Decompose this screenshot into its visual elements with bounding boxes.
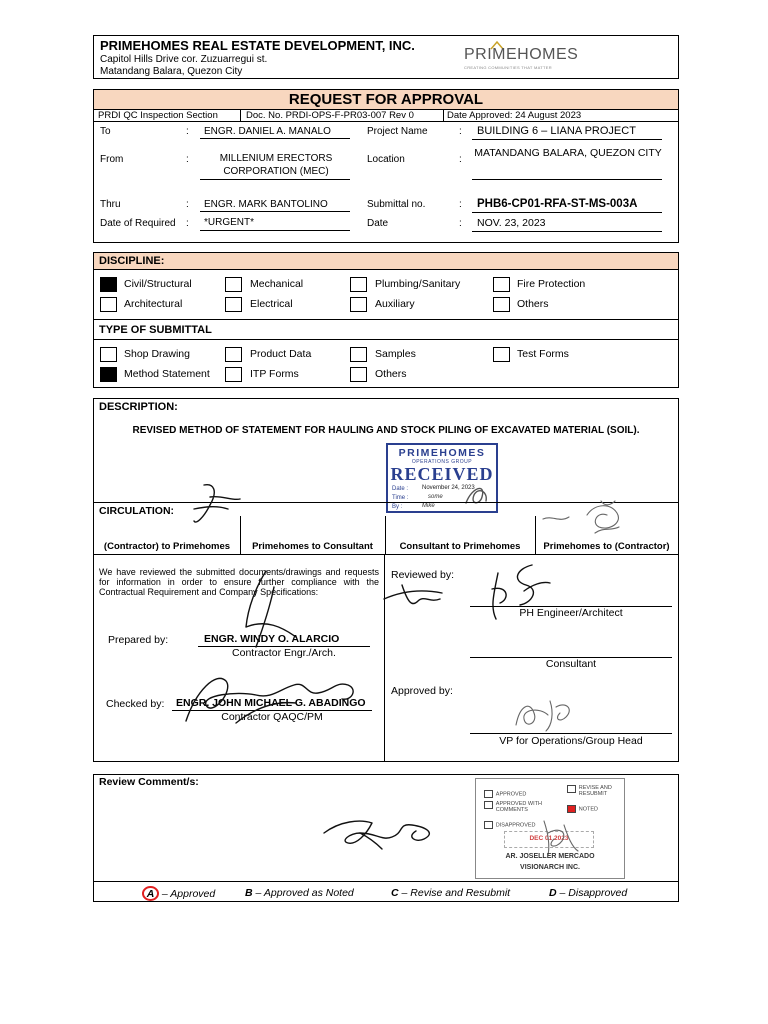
- stamp-option-label: APPROVED WITH COMMENTS: [495, 801, 542, 813]
- colon: :: [186, 154, 189, 165]
- stamp-date-label: Date :: [392, 486, 409, 492]
- company-name: PRIMEHOMES REAL ESTATE DEVELOPMENT, INC.: [100, 38, 415, 53]
- stamp-option-approved-with-comments[interactable]: [484, 801, 554, 813]
- reviewer-role: PH Engineer/Architect: [519, 607, 623, 619]
- legend-letter-b: B: [245, 887, 253, 899]
- stamp-time-label: Time :: [392, 495, 409, 501]
- colon: :: [459, 199, 462, 210]
- discipline-label: Others: [517, 298, 549, 310]
- legend-text-a: – Approved: [161, 888, 216, 900]
- stamp-date-value: November 24, 2023: [422, 485, 475, 491]
- stamp-subtitle: OPERATIONS GROUP: [411, 459, 473, 465]
- company-address-line2: Matandang Balara, Quezon City: [100, 66, 243, 77]
- location-value: MATANDANG BALARA, QUEZON CITY: [474, 147, 662, 159]
- checkbox-auxiliary[interactable]: [350, 297, 367, 312]
- description-section: [93, 398, 679, 762]
- discipline-label: Plumbing/Sanitary: [375, 278, 461, 290]
- submittal-type-label: Shop Drawing: [124, 348, 190, 360]
- checkbox-test-forms[interactable]: [493, 347, 510, 362]
- colon: :: [186, 218, 189, 229]
- consultant-role: Consultant: [545, 658, 597, 670]
- to-label: To: [100, 126, 111, 137]
- colon: :: [459, 154, 462, 165]
- review-statement: We have reviewed the submitted documents/drawings and requests for information in order to ensure further compliance with the Contractual Requirement and Company Specifications:: [99, 567, 379, 597]
- discipline-label: Mechanical: [250, 278, 304, 290]
- review-comments-section: [93, 774, 679, 902]
- submittal-value: PHB6-CP01-RFA-ST-MS-003A: [477, 198, 638, 210]
- stamp-received: RECEIVED: [390, 464, 494, 484]
- discipline-label: Auxiliary: [375, 298, 415, 310]
- logo-text: PRIMEHOMES: [464, 46, 579, 63]
- date-approved: Date Approved: 24 August 2023: [447, 110, 582, 121]
- prepared-by-name: ENGR. WINDY O. ALARCIO: [204, 633, 340, 645]
- colon: :: [186, 126, 189, 137]
- circulation-col: Consultant to Primehomes: [399, 541, 521, 552]
- checkbox-architectural[interactable]: [100, 297, 117, 312]
- legend-letter-d: D: [549, 887, 557, 899]
- consultant-stamp: [475, 778, 625, 879]
- circulation-col: (Contractor) to Primehomes: [103, 541, 231, 552]
- checked-by-role: Contractor QAQC/PM: [221, 711, 323, 723]
- logo-tagline: CREATING COMMUNITIES THAT MATTER: [464, 65, 552, 70]
- checkbox-mechanical[interactable]: [225, 277, 242, 292]
- stamp-option-revise[interactable]: [567, 785, 625, 797]
- approved-by-signature: [510, 695, 580, 735]
- legend-text-b: – Approved as Noted: [255, 887, 354, 899]
- consultant-name: AR. JOSELLER MERCADO: [505, 853, 595, 860]
- discipline-label: Architectural: [124, 298, 183, 310]
- submittal-type-label: Method Statement: [124, 368, 210, 380]
- checkbox-fire-protection[interactable]: [493, 277, 510, 292]
- stamp-option-label: APPROVED: [495, 791, 527, 798]
- circulation-col: Primehomes to (Contractor): [543, 541, 670, 552]
- discipline-section: [93, 252, 679, 388]
- legend-approved: [142, 886, 215, 901]
- legend-revise-resubmit: [391, 887, 510, 899]
- stamp-time-value: some: [428, 494, 443, 500]
- circulation-signature-contractor: [174, 481, 244, 529]
- form-top: [93, 89, 679, 243]
- colon: :: [186, 199, 189, 210]
- submittal-label: Submittal no.: [367, 199, 426, 210]
- consultant-company: VISIONARCH INC.: [520, 864, 580, 871]
- colon: :: [459, 218, 462, 229]
- prepared-by-label: Prepared by:: [108, 634, 169, 646]
- checkbox-plumbing-sanitary[interactable]: [350, 277, 367, 292]
- company-address-line1: Capitol Hills Drive cor. Zuzuarregui st.: [100, 54, 268, 65]
- from-value: MILLENIUM ERECTORS CORPORATION (MEC): [219, 153, 333, 177]
- checked-by-name: ENGR. JOHN MICHAEL G. ABADINGO: [176, 697, 366, 709]
- date-required-value: *URGENT*: [204, 217, 255, 228]
- company-logo: [462, 40, 579, 74]
- stamp-option-disapproved[interactable]: [484, 820, 536, 831]
- circulation-signature-primehomes: [539, 497, 629, 537]
- date-required-label: Date of Required: [100, 218, 176, 229]
- discipline-header-bar: [94, 253, 678, 270]
- stamp-option-approved[interactable]: [484, 789, 526, 800]
- stamp-option-label: NOTED: [578, 806, 599, 813]
- submittal-type-label: Samples: [375, 348, 416, 360]
- consultant-signature: [534, 817, 584, 857]
- submittal-type-label: ITP Forms: [250, 368, 299, 380]
- project-label: Project Name: [367, 126, 428, 137]
- colon: :: [459, 126, 462, 137]
- submittal-type-header: TYPE OF SUBMITTAL: [99, 324, 212, 336]
- submittal-type-label: Product Data: [250, 348, 312, 360]
- project-value: BUILDING 6 – LIANA PROJECT: [477, 125, 636, 137]
- approver-role: VP for Operations/Group Head: [499, 735, 643, 747]
- thru-label: Thru: [100, 199, 121, 210]
- from-label: From: [100, 154, 124, 165]
- stamp-title: PRIMEHOMES: [398, 447, 486, 459]
- doc-number: Doc. No. PRDI-OPS-F-PR03-007 Rev 0: [246, 110, 414, 121]
- stamp-option-label: DISAPPROVED: [495, 822, 536, 829]
- company-header: [93, 35, 679, 79]
- checked-by-label: Checked by:: [106, 698, 165, 710]
- discipline-label: Electrical: [250, 298, 293, 310]
- stamp-signature: [462, 481, 492, 509]
- discipline-header: DISCIPLINE:: [99, 255, 165, 267]
- legend-text-c: – Revise and Resubmit: [401, 887, 511, 899]
- circulation-col: Primehomes to Consultant: [252, 541, 373, 552]
- checkbox-product-data[interactable]: [225, 347, 242, 362]
- checkbox-method-statement[interactable]: [100, 367, 117, 382]
- stamp-option-noted[interactable]: [567, 804, 598, 815]
- checkbox-others-discipline[interactable]: [493, 297, 510, 312]
- doc-info-row: [94, 110, 678, 122]
- approved-by-label: Approved by:: [391, 685, 453, 697]
- legend-letter-a: A: [142, 886, 159, 901]
- review-comment-signature: [320, 811, 450, 851]
- legend-letter-c: C: [391, 887, 399, 899]
- checkbox-civil-structural[interactable]: [100, 277, 117, 292]
- reviewed-by-label: Reviewed by:: [391, 569, 455, 581]
- form-title: REQUEST FOR APPROVAL: [288, 91, 484, 108]
- stamp-option-label: REVISE AND RESUBMIT: [578, 785, 612, 797]
- description-header: DESCRIPTION:: [99, 401, 178, 413]
- checkbox-itp-forms[interactable]: [225, 367, 242, 382]
- description-text: REVISED METHOD OF STATEMENT FOR HAULING AND STOCK PILING OF EXCAVATED MATERIAL (SOIL).: [132, 425, 640, 436]
- discipline-label: Civil/Structural: [124, 278, 192, 290]
- checkbox-others-submittal[interactable]: [350, 367, 367, 382]
- submittal-type-label: Test Forms: [517, 348, 569, 360]
- review-comments-header: Review Comment/s:: [99, 776, 199, 788]
- legend-text-d: – Disapproved: [559, 887, 628, 899]
- date-label: Date: [367, 218, 389, 229]
- checked-by-signature: [176, 661, 366, 731]
- stamp-date: DEC 01 2023: [529, 835, 569, 842]
- discipline-label: Fire Protection: [517, 278, 586, 290]
- prepared-by-signature: [226, 567, 306, 657]
- checkbox-samples[interactable]: [350, 347, 367, 362]
- legend-approved-as-noted: [245, 887, 354, 899]
- thru-value: ENGR. MARK BANTOLINO: [204, 199, 328, 210]
- stamp-by-value: Mike: [422, 503, 435, 509]
- section-label: PRDI QC Inspection Section: [98, 110, 218, 121]
- to-value: ENGR. DANIEL A. MANALO: [204, 126, 331, 137]
- location-label: Location: [367, 154, 405, 165]
- checkbox-shop-drawing[interactable]: [100, 347, 117, 362]
- prepared-by-role: Contractor Engr./Arch.: [232, 647, 336, 659]
- checkbox-electrical[interactable]: [225, 297, 242, 312]
- circulation-header: CIRCULATION:: [99, 505, 175, 517]
- title-bar: [94, 90, 678, 110]
- legend-disapproved: [549, 887, 627, 899]
- date-value: NOV. 23, 2023: [477, 217, 546, 229]
- stamp-by-label: By :: [392, 504, 403, 510]
- submittal-type-label: Others: [375, 368, 407, 380]
